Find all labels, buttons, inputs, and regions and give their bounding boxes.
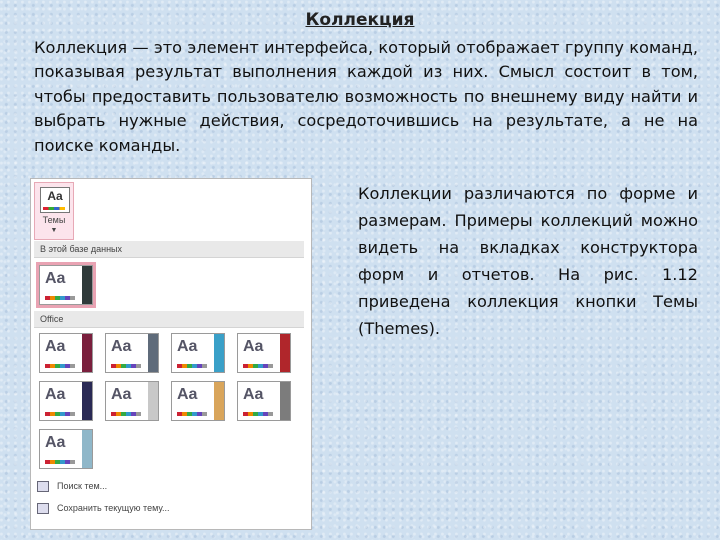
- theme-tile[interactable]: Aa: [171, 381, 225, 421]
- search-themes-item[interactable]: Поиск тем...: [37, 479, 107, 493]
- themes-button[interactable]: [34, 182, 74, 240]
- theme-tile[interactable]: Aa: [39, 429, 93, 469]
- theme-tile[interactable]: Aa: [39, 333, 93, 373]
- page-title: Коллекция: [305, 10, 415, 30]
- section-header-db: В этой базе данных: [34, 241, 304, 258]
- theme-tile[interactable]: Aa: [237, 381, 291, 421]
- intro-paragraph: Коллекция — это элемент интерфейса, который отображает группу команд, показывая результат выполнения каждой из них. Смысл состоит в том, чтобы предоставить пользователю возможность по внешнему виду найти и выбрать нужные действия, сосредоточившись на результате, а не на поиске команды.: [34, 38, 698, 155]
- theme-tile[interactable]: Aa: [171, 333, 225, 373]
- theme-tile[interactable]: Aa: [39, 381, 93, 421]
- themes-gallery: [30, 178, 312, 530]
- theme-tile[interactable]: Aa: [105, 381, 159, 421]
- save-theme-item[interactable]: Сохранить текущую тему...: [37, 501, 169, 515]
- chevron-down-icon: ▼: [50, 227, 58, 234]
- section-header-office: Office: [34, 311, 304, 328]
- save-icon: [37, 503, 49, 514]
- theme-tile-current[interactable]: Aa: [39, 265, 93, 305]
- themes-button-label: Темы: [42, 215, 66, 225]
- themes-icon: Aa: [40, 187, 70, 213]
- folder-icon: [37, 481, 49, 492]
- theme-tile[interactable]: Aa: [105, 333, 159, 373]
- theme-tile[interactable]: Aa: [237, 333, 291, 373]
- side-paragraph: Коллекции различаются по форме и размерам. Примеры коллекций можно видеть на вкладках конструктора форм и отчетов. На рис. 1.12 приведена коллекция кнопки Темы (Themes).: [358, 184, 698, 338]
